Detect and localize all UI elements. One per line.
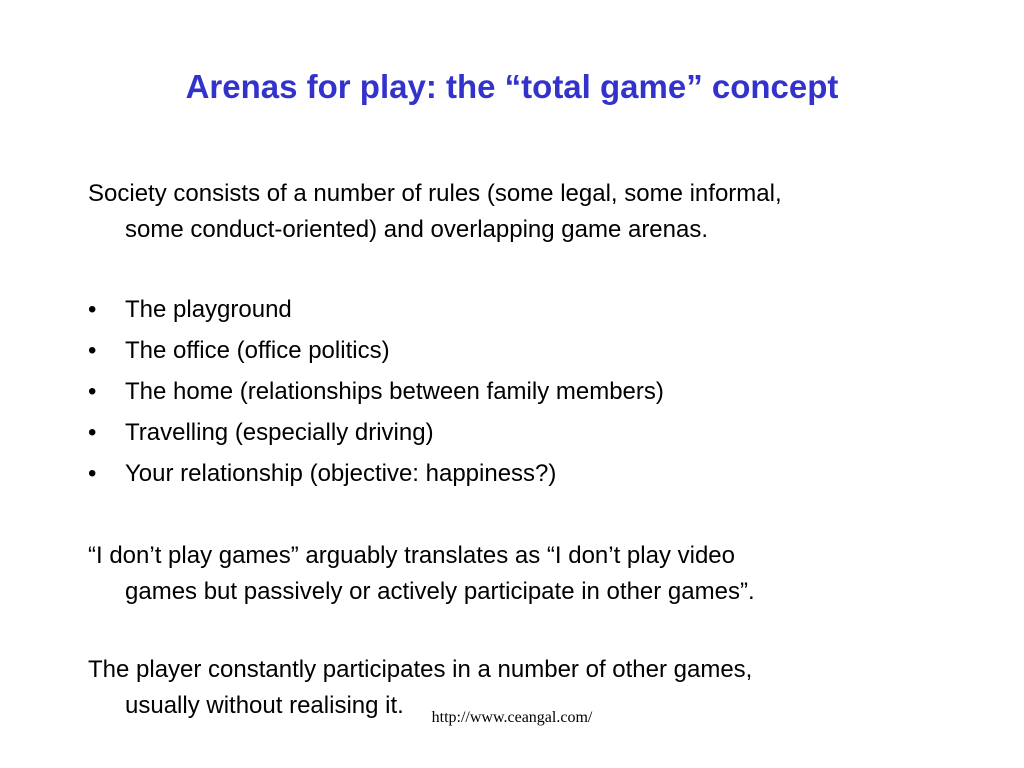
closing-line-1: The player constantly participates in a number of other games, (88, 656, 753, 683)
bullet-text: The playground (125, 296, 292, 323)
intro-paragraph (88, 176, 968, 248)
bullet-text: Travelling (especially driving) (125, 419, 434, 446)
bullet-icon: • (88, 460, 97, 487)
intro-line-1: Society consists of a number of rules (some legal, some informal, (88, 180, 782, 207)
quote-line-1: “I don’t play games” arguably translates as “I don’t play video (88, 542, 736, 569)
quote-paragraph (88, 538, 968, 610)
bullet-icon: • (88, 337, 97, 364)
closing-line-2: usually without realising it. (125, 692, 404, 719)
bullet-text: The office (office politics) (125, 337, 390, 364)
bullet-icon: • (88, 378, 97, 405)
quote-line-2: games but passively or actively participate in other games”. (125, 578, 755, 605)
bullet-icon: • (88, 419, 97, 446)
bullet-text: The home (relationships between family members) (125, 378, 664, 405)
footer-url: http://www.ceangal.com/ (431, 709, 593, 726)
intro-line-2: some conduct-oriented) and overlapping game arenas. (125, 216, 709, 243)
bullet-text: Your relationship (objective: happiness?) (125, 460, 557, 487)
bullet-icon: • (88, 296, 97, 323)
slide-title: Arenas for play: the “total game” concept (185, 68, 839, 105)
